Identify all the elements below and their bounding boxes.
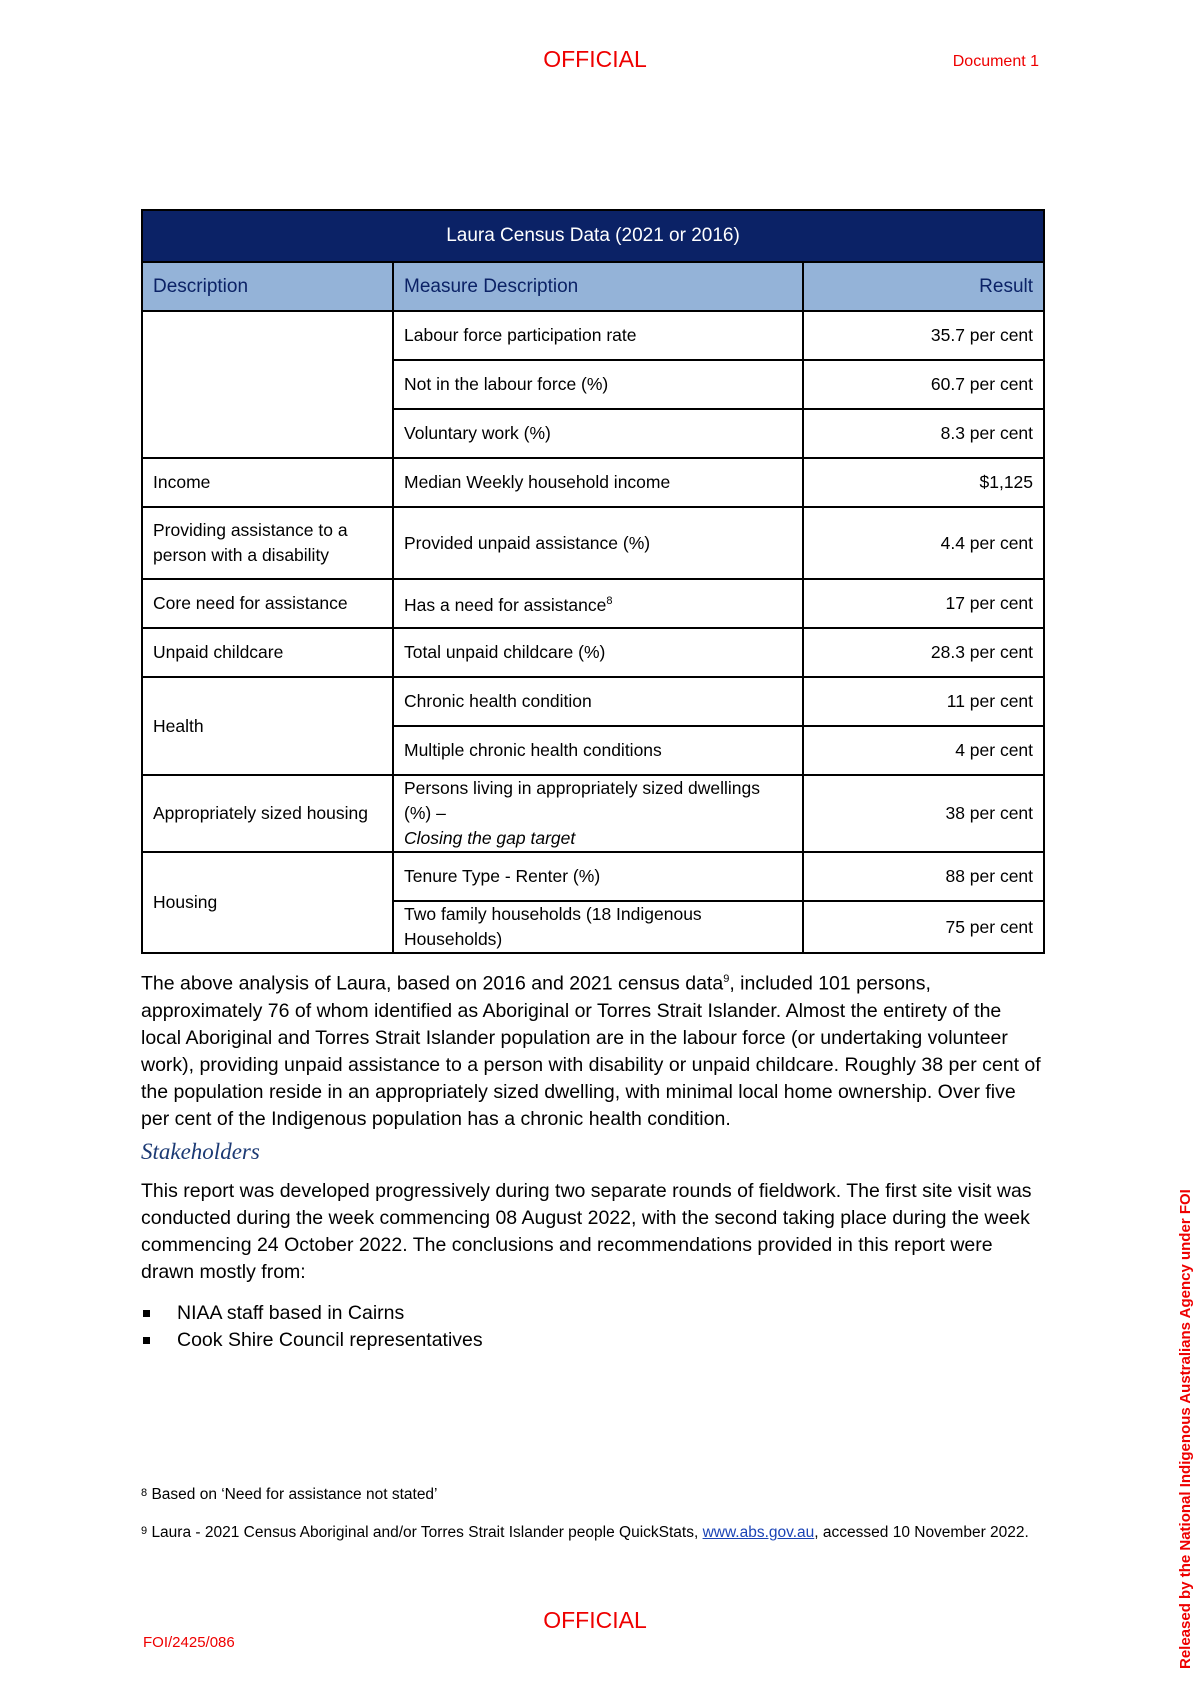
list-item (141, 1327, 483, 1354)
row-measure: Labour force participation rate (393, 311, 803, 360)
row-result: 28.3 per cent (803, 628, 1044, 677)
analysis-paragraph (141, 966, 1046, 1133)
foi-reference: FOI/2425/086 (143, 1634, 235, 1651)
row-result: 35.7 per cent (803, 311, 1044, 360)
row-measure: Chronic health condition (393, 677, 803, 726)
table-row (142, 775, 1044, 852)
footnote-9 (141, 1520, 1041, 1546)
stakeholder-list (141, 1300, 483, 1354)
row-result: 88 per cent (803, 852, 1044, 901)
list-item (141, 1300, 483, 1327)
stakeholders-paragraph: This report was developed progressively during two separate rounds of fieldwork. The first site visit was conducted during the week commencing 08 August 2022, with the second taking place during the week commencing 24 October 2022. The conclusions and recommendations provided in this report were drawn mostly from: (141, 1180, 1032, 1283)
row-description: Health (142, 677, 393, 775)
classification-top: OFFICIAL (543, 46, 647, 72)
row-measure: Provided unpaid assistance (%) (393, 507, 803, 579)
row-result: 38 per cent (803, 775, 1044, 852)
classification-bottom: OFFICIAL (543, 1607, 647, 1633)
document-label: Document 1 (952, 53, 1039, 70)
row-description: Income (142, 458, 393, 507)
row-measure-italic: Closing the gap target (404, 828, 576, 848)
footnote-text-cont: , accessed 10 November 2022. (814, 1524, 1029, 1541)
footnote-number: 9 (141, 1525, 148, 1537)
row-result: 8.3 per cent (803, 409, 1044, 458)
row-description: Core need for assistance (142, 579, 393, 628)
row-result: $1,125 (803, 458, 1044, 507)
row-description: Providing assistance to a person with a disability (142, 507, 393, 579)
footnote-text: Based on ‘Need for assistance not stated’ (151, 1486, 438, 1503)
footnote-8 (141, 1482, 1041, 1508)
bullet-square-icon (143, 1337, 150, 1344)
row-measure: Total unpaid childcare (%) (393, 628, 803, 677)
bullet-square-icon (143, 1310, 150, 1317)
row-measure (393, 579, 803, 628)
row-result: 4 per cent (803, 726, 1044, 775)
list-item-text: Cook Shire Council representatives (177, 1329, 483, 1351)
column-header-result: Result (803, 262, 1044, 311)
row-result: 60.7 per cent (803, 360, 1044, 409)
census-table (141, 209, 1045, 954)
table-row (142, 677, 1044, 726)
stakeholders-heading: Stakeholders (141, 1139, 260, 1164)
footnote-ref-9: 9 (723, 973, 730, 985)
abs-link[interactable]: www.abs.gov.au (702, 1524, 815, 1541)
row-measure: Median Weekly household income (393, 458, 803, 507)
row-description: Appropriately sized housing (142, 775, 393, 852)
column-header-measure: Measure Description (393, 262, 803, 311)
footnote-number: 8 (141, 1487, 148, 1499)
analysis-text: The above analysis of Laura, based on 2016 and 2021 census data (141, 972, 724, 995)
column-header-description: Description (142, 262, 393, 311)
row-measure: Not in the labour force (%) (393, 360, 803, 409)
row-result: 17 per cent (803, 579, 1044, 628)
row-measure: Multiple chronic health conditions (393, 726, 803, 775)
table-row (142, 458, 1044, 507)
row-measure: Voluntary work (%) (393, 409, 803, 458)
analysis-text-cont: , included 101 persons, approximately 76 of whom identified as Aboriginal or Torres Strait Islander. Almost the entirety of the local Aboriginal and Torres Strait Islander population are in the labour force (or undertaking volunteer work), providing unpaid assistance to a person with disability or unpaid childcare. Roughly 38 per cent of the population reside in an appropriately sized dwelling, with minimal local home ownership. Over five per cent of the Indigenous population has a chronic health condition. (141, 972, 1041, 1130)
row-measure: Two family households (18 Indigenous Households) (393, 901, 803, 953)
table-row (142, 852, 1044, 901)
row-measure (393, 775, 803, 852)
list-item-text: NIAA staff based in Cairns (177, 1302, 405, 1324)
row-result: 4.4 per cent (803, 507, 1044, 579)
row-description: Unpaid childcare (142, 628, 393, 677)
row-measure: Tenure Type - Renter (%) (393, 852, 803, 901)
table-row (142, 628, 1044, 677)
footnote-text: Laura - 2021 Census Aboriginal and/or Torres Strait Islander people QuickStats, (151, 1524, 703, 1541)
table-row (142, 311, 1044, 360)
row-description (142, 311, 393, 458)
table-row (142, 579, 1044, 628)
table-title: Laura Census Data (2021 or 2016) (142, 210, 1044, 262)
row-measure-text: Has a need for assistance (404, 594, 607, 615)
table-row (142, 507, 1044, 579)
row-description: Housing (142, 852, 393, 953)
footnote-ref-8: 8 (606, 595, 613, 608)
row-result: 11 per cent (803, 677, 1044, 726)
row-measure-text: Persons living in appropriately sized dwellings (%) – (404, 778, 761, 823)
row-result: 75 per cent (803, 901, 1044, 953)
release-watermark: Released by the National Indigenous Australians Agency under FOI (1177, 1189, 1194, 1669)
